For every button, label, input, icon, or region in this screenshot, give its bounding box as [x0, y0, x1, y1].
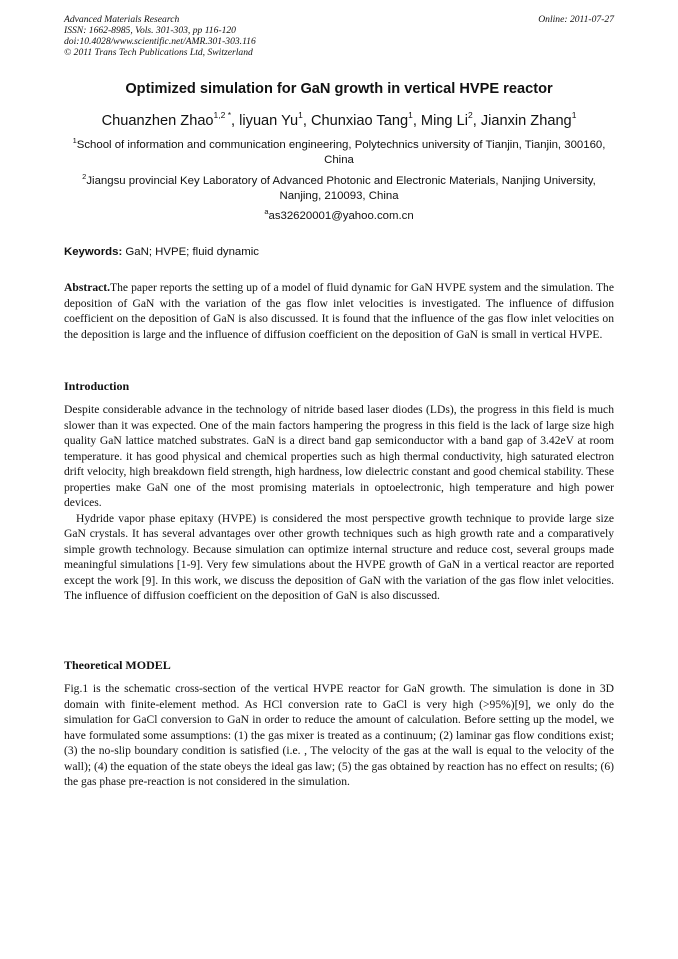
journal-info — [64, 14, 614, 58]
author-name: liyuan Yu — [239, 113, 299, 129]
affiliation-sup: 1 — [72, 136, 77, 145]
theory-paragraph: Fig.1 is the schematic cross-section of the vertical HVPE reactor for GaN growth. The simulation is done in 3D domain with finite-element method. As HCl conversion rate to GaCl is very high (>95%)[9], we only do the simulation for GaCl conversion to GaN in order to reduce the amount of calculation. Before setting up the model, we have formulated some assumptions: (1) the gas mixer is treated as a continuum; (2) laminar gas flow conditions exist; (3) the no-slip boundary condition is satisfied (i.e. , The velocity of the gas at the wall is equal to the velocity of the wall); (4) the equation of the state obeys the ideal gas law; (5) the gas obtained by reaction has no effect on results; (6) the gas phase pre-reaction is not considered in the simulation. — [64, 682, 614, 788]
theory-heading: Theoretical MODEL — [64, 658, 171, 672]
keywords-line — [64, 246, 614, 258]
paper-title: Optimized simulation for GaN growth in vertical HVPE reactor — [125, 81, 553, 97]
author-list: Chuanzhen Zhao$^{1,2 *}$, liyuan Yu$^1$, Chunxiao Tang$^1$, Ming Li$^2$, Jianxin Zhang$^1$ — [101, 110, 577, 129]
author-sup: 1 — [298, 110, 303, 120]
introduction-paragraph-2: Hydride vapor phase epitaxy (HVPE) is considered the most perspective growth technique to provide large size GaN crystals. It has several advantages over other growth techniques such as high growth rate and a comparatively simple growth technology. Because simulation can optimize internal structure and reduce cost, several groups made meaningful simulations [1-9]. Very few simulations about the HVPE growth of GaN in a vertical reactor are reported except the work [9]. In this work, we discuss the deposition of GaN with the variation of the gas flow inlet velocities. The influence of diffusion coefficient on the deposition of GaN is also discussed. — [64, 511, 614, 602]
author-email — [60, 209, 618, 224]
abstract-text: The paper reports the setting up of a model of fluid dynamic for GaN HVPE system and the simulation. The deposition of GaN with the variation of the gas flow inlet velocities is investigated. The influence of diffusion coefficient on the deposition of GaN is also discussed. It is found that the influence of the gas flow inlet velocities on the deposition is large and the influence of diffusion coefficient on the deposition of GaN is small in vertical HVPE. — [64, 281, 614, 341]
author-sup: 1 — [571, 110, 577, 120]
author-name: Chunxiao Tang — [310, 113, 409, 129]
online-date: Online: 2011-07-27 — [538, 14, 614, 25]
copyright-line: © 2011 Trans Tech Publications Ltd, Switzerland — [64, 47, 253, 58]
author-sup: 2 — [467, 110, 473, 120]
author-sup: 1 — [408, 110, 413, 120]
author-name: Jianxin Zhang — [480, 113, 572, 129]
email-address[interactable]: as32620001@yahoo.com.cn — [268, 210, 414, 222]
journal-header — [64, 14, 614, 58]
keywords-text: GaN; HVPE; fluid dynamic — [125, 246, 259, 258]
introduction-paragraph-1: Despite considerable advance in the technology of nitride based laser diodes (LDs), the progress in this field is much slower than it was expected. One of the main factors hampering the progress in this field is the lack of large size high quality GaN lattice matched substrates. GaN is a direct band gap semiconductor with a band gap of 3.42eV at room temperature. it has good physical and chemical properties such as high thermal conductivity, high saturated electron drift velocity, high breakdown field strength, high hardness, low dielectric constant and good chemical stability. These properties make GaN one of the most promising materials in optoelectronic, high temperature and high power devices. — [64, 403, 614, 509]
author-sup: 1,2 * — [213, 110, 232, 120]
author-name: Ming Li — [420, 113, 468, 129]
issn-line: ISSN: 1662-8985, Vols. 301-303, pp 116-120 — [64, 25, 236, 36]
doi-line: doi:10.4028/www.scientific.net/AMR.301-303.116 — [64, 36, 256, 47]
journal-name: Advanced Materials Research — [64, 14, 180, 25]
affiliation-1 — [60, 138, 618, 168]
affiliation-sup: 2 — [82, 172, 87, 181]
introduction-heading: Introduction — [64, 379, 130, 393]
affiliation-text: School of information and communication engineering, Polytechnics university of Tianjin, Tianjin, 300160, China — [76, 139, 606, 166]
abstract-label: Abstract. — [64, 281, 111, 294]
keywords-label: Keywords: — [64, 246, 123, 258]
affiliation-text: Jiangsu provincial Key Laboratory of Advanced Photonic and Electronic Materials, Nanjing University, Nanjing, 210093, China — [86, 175, 596, 202]
introduction-section — [64, 402, 614, 604]
email-sup: a — [264, 207, 269, 216]
author-name: Chuanzhen Zhao — [101, 113, 214, 129]
affiliation-2 — [60, 174, 618, 204]
abstract-paragraph — [64, 280, 614, 342]
